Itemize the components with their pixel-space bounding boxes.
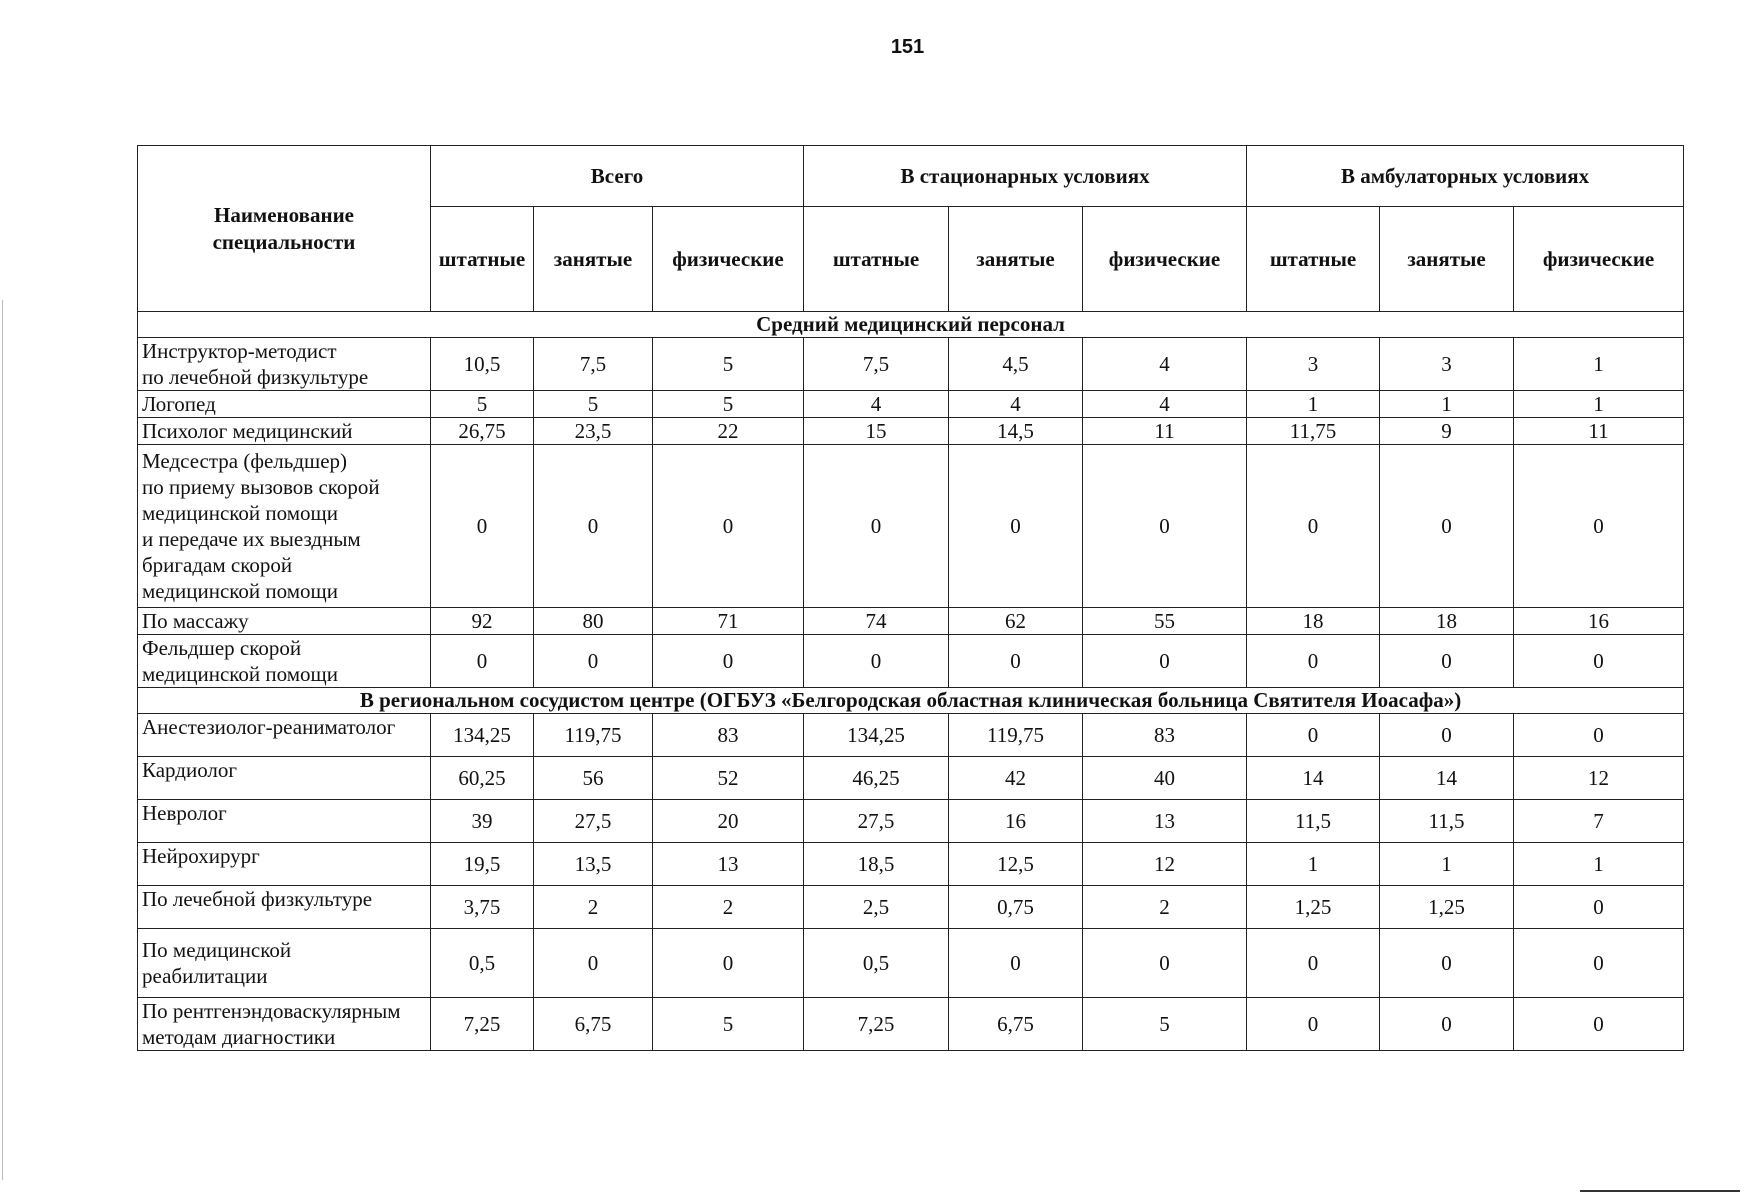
value-cell: 12 — [1514, 757, 1684, 800]
value-cell: 0 — [1247, 635, 1380, 688]
table-row — [138, 418, 1684, 445]
value-cell: 4 — [949, 391, 1083, 418]
scan-corner-line — [1580, 1190, 1740, 1192]
value-cell: 1 — [1247, 843, 1380, 886]
value-cell: 0 — [534, 635, 653, 688]
header-subcol-staff: штатные — [431, 207, 534, 312]
value-cell: 14,5 — [949, 418, 1083, 445]
value-cell: 0 — [1514, 635, 1684, 688]
value-cell: 0 — [1083, 929, 1247, 998]
value-cell: 0 — [1247, 714, 1380, 757]
header-group-total: Всего — [431, 146, 804, 207]
value-cell: 0 — [1247, 445, 1380, 608]
value-cell: 11,75 — [1247, 418, 1380, 445]
section-title: Средний медицинский персонал — [138, 312, 1684, 338]
value-cell: 0 — [653, 635, 804, 688]
header-subcol-occupied: занятые — [949, 207, 1083, 312]
value-cell: 26,75 — [431, 418, 534, 445]
value-cell: 5 — [653, 998, 804, 1051]
table-row — [138, 886, 1684, 929]
value-cell: 1 — [1380, 843, 1514, 886]
value-cell: 0 — [431, 635, 534, 688]
value-cell: 11 — [1514, 418, 1684, 445]
value-cell: 16 — [1514, 608, 1684, 635]
value-cell: 7 — [1514, 800, 1684, 843]
value-cell: 5 — [534, 391, 653, 418]
table-row — [138, 635, 1684, 688]
header-subcol-occupied: занятые — [534, 207, 653, 312]
value-cell: 16 — [949, 800, 1083, 843]
value-cell: 0 — [1514, 929, 1684, 998]
value-cell: 0 — [653, 929, 804, 998]
value-cell: 3 — [1247, 338, 1380, 391]
value-cell: 27,5 — [804, 800, 949, 843]
value-cell: 23,5 — [534, 418, 653, 445]
value-cell: 3,75 — [431, 886, 534, 929]
table-row — [138, 998, 1684, 1051]
specialty-name: Анестезиолог-реаниматолог — [138, 714, 431, 757]
value-cell: 0 — [949, 635, 1083, 688]
value-cell: 1 — [1247, 391, 1380, 418]
value-cell: 10,5 — [431, 338, 534, 391]
value-cell: 52 — [653, 757, 804, 800]
specialty-name: Психолог медицинский — [138, 418, 431, 445]
value-cell: 27,5 — [534, 800, 653, 843]
value-cell: 6,75 — [949, 998, 1083, 1051]
header-group-inpatient: В стационарных условиях — [804, 146, 1247, 207]
value-cell: 1 — [1514, 391, 1684, 418]
value-cell: 0 — [653, 445, 804, 608]
specialty-name: По массажу — [138, 608, 431, 635]
value-cell: 0 — [949, 445, 1083, 608]
table-row — [138, 445, 1684, 608]
value-cell: 134,25 — [431, 714, 534, 757]
specialty-name: По медицинской реабилитации — [138, 929, 431, 998]
value-cell: 0,75 — [949, 886, 1083, 929]
value-cell: 0 — [534, 445, 653, 608]
value-cell: 5 — [1083, 998, 1247, 1051]
table-row — [138, 929, 1684, 998]
value-cell: 0 — [804, 445, 949, 608]
value-cell: 13,5 — [534, 843, 653, 886]
table-row — [138, 338, 1684, 391]
table-row — [138, 800, 1684, 843]
value-cell: 2 — [653, 886, 804, 929]
specialty-name: Инструктор-методист по лечебной физкультуре — [138, 338, 431, 391]
value-cell: 4,5 — [949, 338, 1083, 391]
header-subcol-physical: физические — [1083, 207, 1247, 312]
value-cell: 7,25 — [804, 998, 949, 1051]
specialty-name: По лечебной физкультуре — [138, 886, 431, 929]
value-cell: 40 — [1083, 757, 1247, 800]
header-subcol-staff: штатные — [804, 207, 949, 312]
specialty-name: Кардиолог — [138, 757, 431, 800]
value-cell: 92 — [431, 608, 534, 635]
value-cell: 0 — [1083, 445, 1247, 608]
table-body — [138, 312, 1684, 1051]
value-cell: 0 — [949, 929, 1083, 998]
page-number: 151 — [890, 36, 925, 58]
value-cell: 20 — [653, 800, 804, 843]
value-cell: 18 — [1380, 608, 1514, 635]
table-row — [138, 714, 1684, 757]
value-cell: 1 — [1380, 391, 1514, 418]
scan-edge-mark — [2, 300, 3, 1180]
value-cell: 0 — [1380, 635, 1514, 688]
value-cell: 11,5 — [1380, 800, 1514, 843]
value-cell: 11 — [1083, 418, 1247, 445]
header-subcol-physical: физические — [653, 207, 804, 312]
value-cell: 134,25 — [804, 714, 949, 757]
value-cell: 13 — [1083, 800, 1247, 843]
value-cell: 1,25 — [1380, 886, 1514, 929]
value-cell: 3 — [1380, 338, 1514, 391]
value-cell: 9 — [1380, 418, 1514, 445]
value-cell: 2 — [1083, 886, 1247, 929]
section-title: В региональном сосудистом центре (ОГБУЗ «Белгородская областная клиническая больница Святителя Иоасафа») — [138, 688, 1684, 714]
value-cell: 83 — [1083, 714, 1247, 757]
value-cell: 0 — [1380, 998, 1514, 1051]
value-cell: 18 — [1247, 608, 1380, 635]
value-cell: 56 — [534, 757, 653, 800]
value-cell: 0 — [1514, 445, 1684, 608]
value-cell: 42 — [949, 757, 1083, 800]
value-cell: 62 — [949, 608, 1083, 635]
value-cell: 5 — [653, 338, 804, 391]
value-cell: 4 — [1083, 338, 1247, 391]
value-cell: 0 — [1380, 714, 1514, 757]
table-row — [138, 391, 1684, 418]
value-cell: 12 — [1083, 843, 1247, 886]
value-cell: 0 — [534, 929, 653, 998]
header-group-outpatient: В амбулаторных условиях — [1247, 146, 1684, 207]
header-subcol-occupied: занятые — [1380, 207, 1514, 312]
value-cell: 14 — [1247, 757, 1380, 800]
value-cell: 83 — [653, 714, 804, 757]
value-cell: 0,5 — [431, 929, 534, 998]
header-subcol-staff: штатные — [1247, 207, 1380, 312]
specialty-name: Нейрохирург — [138, 843, 431, 886]
specialty-name: Логопед — [138, 391, 431, 418]
header-specialty: Наименование специальности — [138, 146, 431, 312]
specialty-name: Невролог — [138, 800, 431, 843]
value-cell: 60,25 — [431, 757, 534, 800]
value-cell: 39 — [431, 800, 534, 843]
value-cell: 6,75 — [534, 998, 653, 1051]
value-cell: 0 — [1380, 929, 1514, 998]
value-cell: 0 — [1247, 929, 1380, 998]
value-cell: 0 — [1247, 998, 1380, 1051]
value-cell: 1,25 — [1247, 886, 1380, 929]
value-cell: 0 — [1380, 445, 1514, 608]
value-cell: 12,5 — [949, 843, 1083, 886]
value-cell: 22 — [653, 418, 804, 445]
section-header-row — [138, 312, 1684, 338]
value-cell: 55 — [1083, 608, 1247, 635]
value-cell: 7,5 — [534, 338, 653, 391]
value-cell: 11,5 — [1247, 800, 1380, 843]
section-header-row — [138, 688, 1684, 714]
value-cell: 119,75 — [949, 714, 1083, 757]
value-cell: 2 — [534, 886, 653, 929]
value-cell: 0 — [1514, 714, 1684, 757]
value-cell: 46,25 — [804, 757, 949, 800]
value-cell: 0 — [431, 445, 534, 608]
specialty-name: Фельдшер скорой медицинской помощи — [138, 635, 431, 688]
value-cell: 71 — [653, 608, 804, 635]
specialty-name: Медсестра (фельдшер) по приему вызовов скорой медицинской помощи и передаче их выездным бригадам скорой медицинской помощи — [138, 445, 431, 608]
value-cell: 18,5 — [804, 843, 949, 886]
value-cell: 5 — [653, 391, 804, 418]
value-cell: 13 — [653, 843, 804, 886]
table-row — [138, 608, 1684, 635]
value-cell: 14 — [1380, 757, 1514, 800]
value-cell: 0,5 — [804, 929, 949, 998]
value-cell: 4 — [1083, 391, 1247, 418]
value-cell: 15 — [804, 418, 949, 445]
value-cell: 119,75 — [534, 714, 653, 757]
value-cell: 74 — [804, 608, 949, 635]
specialty-name: По рентгенэндоваскулярным методам диагностики — [138, 998, 431, 1051]
table-row — [138, 757, 1684, 800]
value-cell: 7,25 — [431, 998, 534, 1051]
value-cell: 0 — [804, 635, 949, 688]
value-cell: 19,5 — [431, 843, 534, 886]
value-cell: 0 — [1514, 886, 1684, 929]
value-cell: 7,5 — [804, 338, 949, 391]
value-cell: 2,5 — [804, 886, 949, 929]
value-cell: 4 — [804, 391, 949, 418]
value-cell: 1 — [1514, 338, 1684, 391]
value-cell: 5 — [431, 391, 534, 418]
header-subcol-physical: физические — [1514, 207, 1684, 312]
value-cell: 80 — [534, 608, 653, 635]
table-row — [138, 843, 1684, 886]
staffing-table — [137, 145, 1684, 1051]
value-cell: 0 — [1083, 635, 1247, 688]
value-cell: 1 — [1514, 843, 1684, 886]
value-cell: 0 — [1514, 998, 1684, 1051]
